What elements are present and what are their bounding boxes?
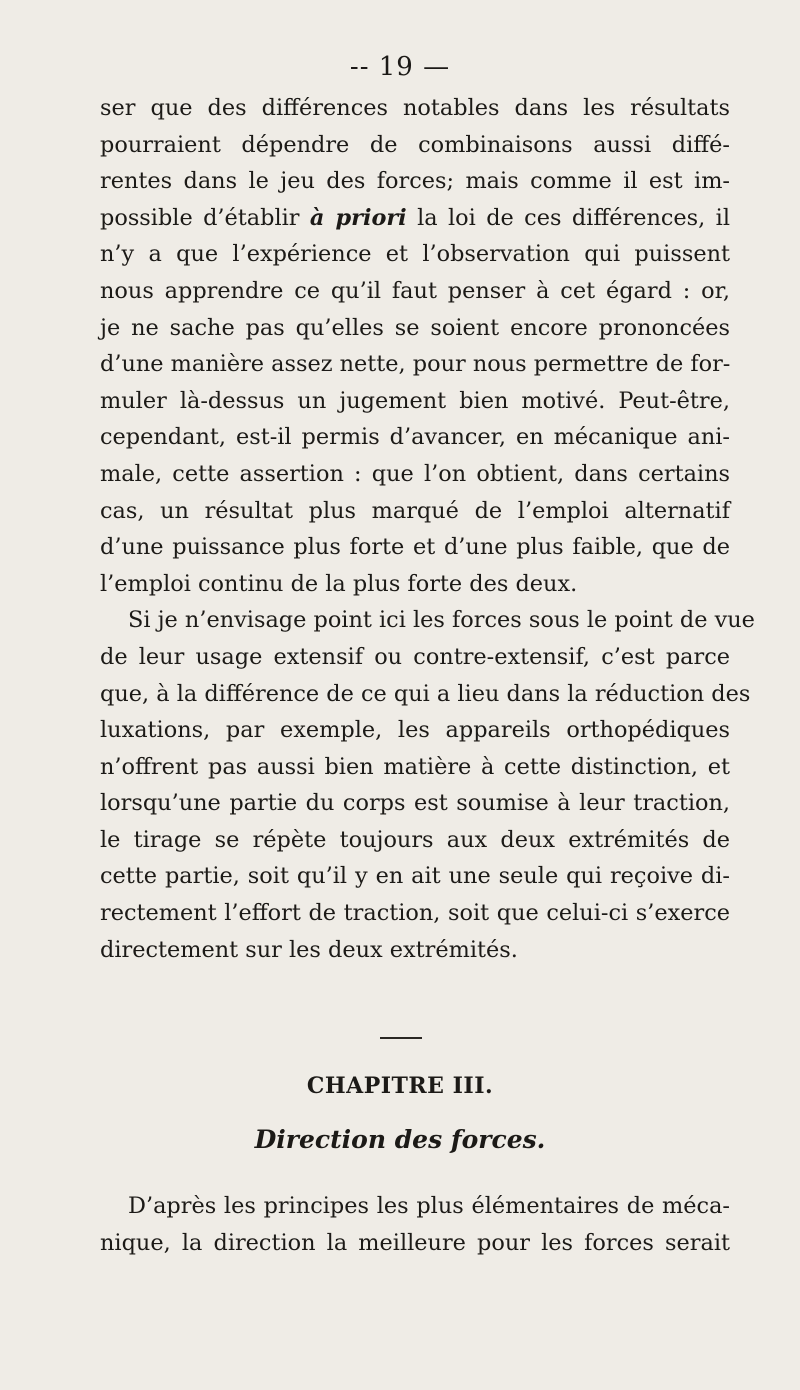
main-text-block	[100, 90, 755, 968]
chapter-heading: CHAPITRE III.	[306, 1073, 494, 1099]
text-line: male, cette assertion : que l’on obtient, dans certains	[100, 460, 730, 487]
page-number: -- 19 —	[349, 52, 451, 82]
text-line: cas, un résultat plus marqué de l’emploi alternatif	[100, 497, 730, 524]
text-line: n’offrent pas aussi bien matière à cette distinction, et	[100, 753, 730, 780]
text-line: de leur usage extensif ou contre-extensif, c’est parce	[100, 643, 730, 670]
chapter-title: Direction des forces.	[254, 1125, 546, 1154]
text-line: Si je n’envisage point ici les forces sous le point de vue	[128, 607, 755, 634]
text-line: cette partie, soit qu’il y en ait une seule qui reçoive di-	[100, 863, 730, 890]
text-line: muler là-dessus un jugement bien motivé. Peut-être,	[100, 387, 730, 414]
text-line: pourraient dépendre de combinaisons aussi diffé-	[100, 131, 730, 158]
closing-text-block	[100, 1188, 730, 1261]
text-line: ser que des différences notables dans les résultats	[100, 95, 730, 121]
text-line: le tirage se répète toujours aux deux extrémités de	[100, 826, 730, 853]
text-line: lorsqu’une partie du corps est soumise à leur traction,	[100, 790, 730, 817]
text-line: l’emploi continu de la plus forte des deux.	[100, 570, 578, 597]
text-line: directement sur les deux extrémités.	[100, 936, 518, 963]
text-line: possible d’établir à priori la loi de ces différences, il	[100, 204, 730, 231]
text-line: d’une puissance plus forte et d’une plus faible, que de	[100, 534, 730, 561]
text-line: nous apprendre ce qu’il faut penser à cet égard : or,	[100, 277, 730, 304]
text-line: cependant, est-il permis d’avancer, en mécanique ani-	[100, 424, 730, 451]
text-line: d’une manière assez nette, pour nous permettre de for-	[100, 351, 731, 378]
text-line: que, à la différence de ce qui a lieu dans la réduction des	[100, 680, 751, 707]
text-line: je ne sache pas qu’elles se soient encore prononcées	[100, 314, 730, 341]
text-line: rentes dans le jeu des forces; mais comme il est im-	[100, 168, 730, 195]
text-line: luxations, par exemple, les appareils orthopédiques	[100, 717, 730, 744]
paragraph-2	[100, 602, 755, 968]
text-line: n’y a que l’expérience et l’observation qui puissent	[100, 241, 730, 268]
paragraph-1	[100, 90, 730, 602]
text-line: rectement l’effort de traction, soit que celui-ci s’exerce	[100, 900, 730, 927]
section-divider	[380, 1037, 422, 1039]
text-line: nique, la direction la meilleure pour les forces serait	[100, 1229, 730, 1256]
text-line: D’après les principes les plus élémentaires de méca-	[128, 1193, 730, 1219]
